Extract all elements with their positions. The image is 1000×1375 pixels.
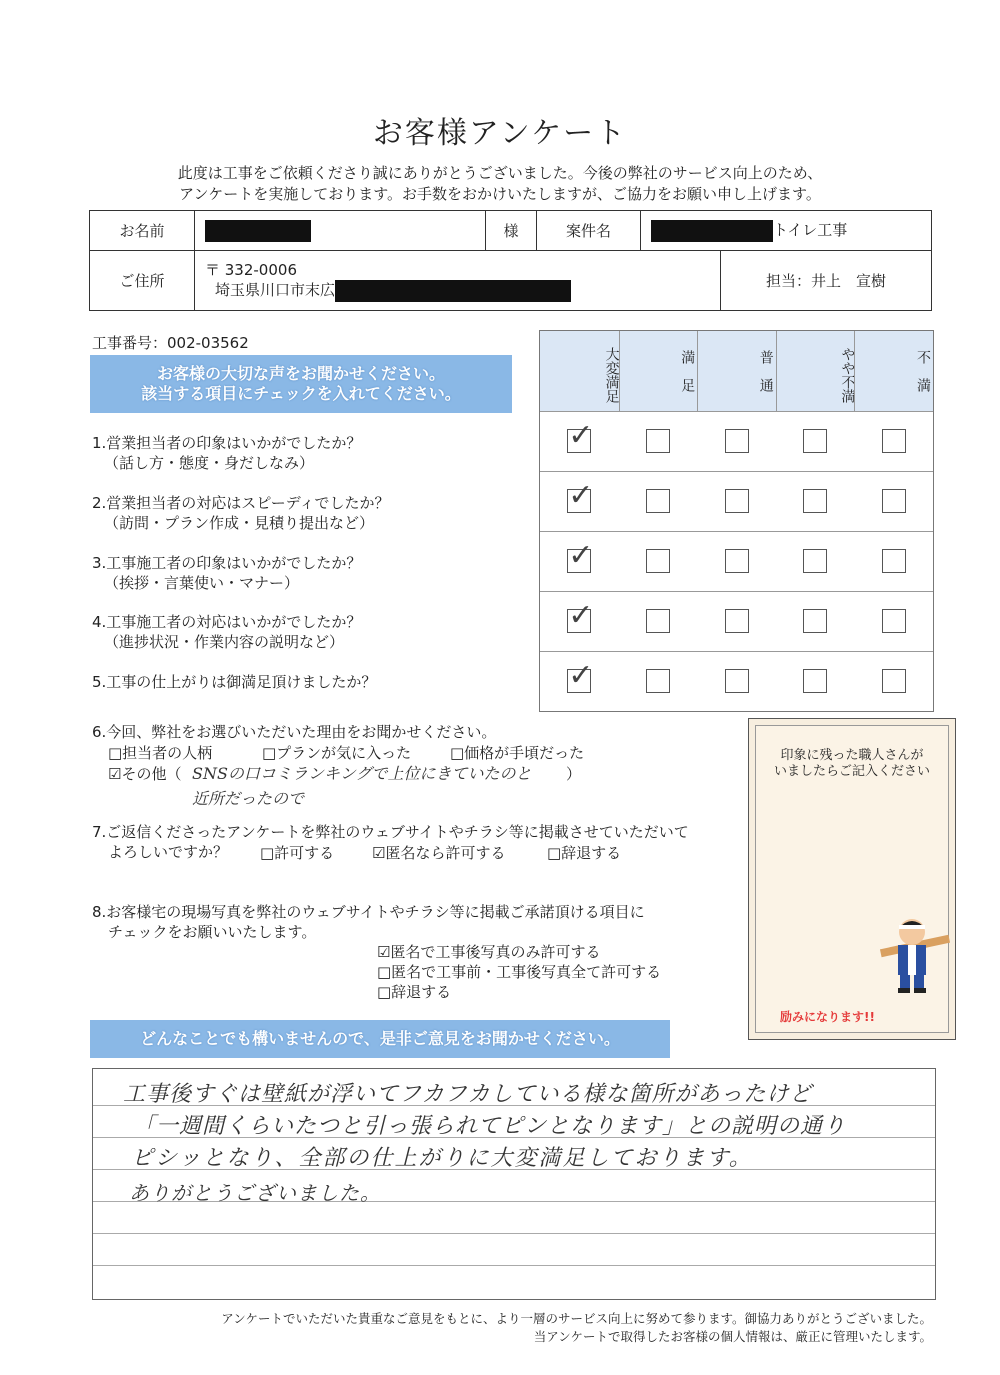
rating-checkbox-q5-c5[interactable] [882, 669, 906, 693]
q6-option-plan[interactable]: □プランが気に入った [262, 744, 412, 762]
comment-line-4: ありがとうございました。 [129, 1181, 381, 1205]
craftsman-box-line-2: いましたらご記入ください [773, 764, 930, 779]
question-6-text: 6.今回、弊社をお選びいただいた理由をお聞かせください。 [92, 723, 497, 741]
question-3-text: 3.工事施工者の印象はいかがでしたか？ [92, 554, 362, 572]
redacted-project [651, 220, 773, 242]
question-4-text: 4.工事施工者の対応はいかがでしたか？ [92, 613, 362, 631]
rating-checkbox-q2-c4[interactable] [803, 489, 827, 513]
question-8-text: 8.お客様宅の現場写真を弊社のウェブサイトやチラシ等に掲載ご承諾頂ける項目に [92, 903, 645, 921]
name-value [195, 211, 486, 251]
project-label: 案件名 [537, 211, 641, 251]
question-5 [92, 672, 376, 692]
question-7-text: 7.ご返信くださったアンケートを弊社のウェブサイトやチラシ等に掲載させていただいて [92, 823, 689, 841]
encourage-text: 励みになります!! [780, 1010, 875, 1024]
intro-line-1: 此度は工事をご依頼くださり誠にありがとうございました。今後の弊社のサービス向上のため、 [177, 164, 823, 182]
postal-code: 〒 332-0006 [205, 260, 297, 279]
opinion-banner: どんなことでも構いませんので、是非ご意見をお聞かせください。 [90, 1020, 670, 1058]
rating-checkbox-q3-c5[interactable] [882, 549, 906, 573]
check-mark-q4: ✓ [568, 598, 594, 633]
rating-checkbox-q2-c2[interactable] [646, 489, 670, 513]
header-neutral: 普通 [757, 350, 774, 406]
comment-line-3: ピシッとなり、全部の仕上がりに大変満足しております。 [131, 1146, 753, 1171]
q8-option-after-only[interactable]: ☑匿名で工事後写真のみ許可する [377, 943, 601, 961]
rating-checkbox-q5-c2[interactable] [646, 669, 670, 693]
q6-option-price[interactable]: □価格が手頃だった [450, 744, 585, 762]
check-mark-q2: ✓ [568, 478, 594, 513]
question-3 [92, 553, 361, 593]
address-label: ご住所 [90, 251, 195, 311]
rating-checkbox-q2-c5[interactable] [882, 489, 906, 513]
craftsman-box [748, 718, 956, 1040]
rating-checkbox-q3-c4[interactable] [803, 549, 827, 573]
craftsman-illustration [880, 912, 950, 994]
comment-box [92, 1068, 936, 1300]
rating-checkbox-q5-c4[interactable] [803, 669, 827, 693]
redacted-name [205, 220, 311, 242]
question-2-sub: （訪問・プラン作成・見積り提出など） [104, 514, 375, 532]
q6-other-handwriting-1: SNSの口コミランキングで上位にきていたのと [192, 764, 532, 783]
sama-label: 様 [486, 211, 537, 251]
rating-checkbox-q4-c3[interactable] [725, 609, 749, 633]
craftsman-box-inner [755, 725, 949, 1033]
q6-other-handwriting-2: 近所だったので [192, 789, 305, 808]
address-value [195, 251, 721, 311]
rating-checkbox-q3-c2[interactable] [646, 549, 670, 573]
q8-option-all[interactable]: □匿名で工事前・工事後写真全て許可する [377, 963, 662, 981]
question-4 [92, 612, 361, 652]
project-value [641, 211, 932, 251]
q6-option-other[interactable]: ☑その他（ [108, 765, 182, 783]
check-mark-q5: ✓ [568, 658, 594, 693]
footer-line-1: アンケートでいただいた貴重なご意見をもとに、より一層のサービス向上に努めて参ります。御協力ありがとうございました。 [221, 1311, 932, 1326]
rating-checkbox-q4-c4[interactable] [803, 609, 827, 633]
question-8-text-2: チェックをお願いいたします。 [108, 923, 317, 941]
rating-checkbox-q4-c5[interactable] [882, 609, 906, 633]
question-2-text: 2.営業担当者の対応はスピーディでしたか？ [92, 494, 390, 512]
question-2 [92, 493, 390, 533]
intro-line-2: アンケートを実施しております。お手数をおかけいたしますが、ご協力をお願い申し上げます。 [179, 185, 821, 203]
comment-line-1: 工事後すぐは壁紙が浮いてフカフカしている様な箇所があったけど [123, 1082, 813, 1107]
header-somewhat-dissatisfied: やや不満 [839, 347, 856, 403]
q8-option-decline[interactable]: □辞退する [377, 983, 452, 1001]
question-4-sub: （進捗状況・作業内容の説明など） [104, 633, 345, 651]
instruction-line-2: 該当する項目にチェックを入れてください。 [141, 384, 461, 403]
check-mark-q1: ✓ [568, 418, 594, 453]
craftsman-box-line-1: 印象に残った職人さんが [780, 748, 924, 763]
rating-checkbox-q4-c2[interactable] [646, 609, 670, 633]
page-title: お客様アンケート [372, 116, 628, 151]
staff-name: 担当：井上 宣樹 [721, 251, 932, 311]
instruction-banner [90, 355, 512, 413]
rating-checkbox-q3-c3[interactable] [725, 549, 749, 573]
rating-checkbox-q1-c4[interactable] [803, 429, 827, 453]
name-label: お名前 [90, 211, 195, 251]
footer-line-2: 当アンケートで取得したお客様の個人情報は、厳正に管理いたします。 [533, 1329, 932, 1344]
rating-checkbox-q1-c3[interactable] [725, 429, 749, 453]
header-satisfied: 満足 [679, 350, 696, 406]
customer-info-table [89, 210, 932, 311]
instruction-line-1: お客様の大切な声をお聞かせください。 [156, 364, 445, 383]
redacted-address [335, 280, 571, 302]
q6-other-close: ） [566, 765, 582, 783]
rating-checkbox-q1-c5[interactable] [882, 429, 906, 453]
rating-grid [539, 330, 934, 712]
rating-checkbox-q5-c3[interactable] [725, 669, 749, 693]
project-suffix: トイレ工事 [773, 221, 848, 240]
rating-checkbox-q1-c2[interactable] [646, 429, 670, 453]
check-mark-q3: ✓ [568, 538, 594, 573]
question-1-text: 1.営業担当者の印象はいかがでしたか？ [92, 434, 362, 452]
question-1-sub: （話し方・態度・身だしなみ） [104, 454, 315, 472]
comment-line-2: 「一週間くらいたつと引っ張られてピンとなります」との説明の通り [133, 1114, 847, 1139]
question-3-sub: （挨拶・言葉使い・マナー） [104, 574, 300, 592]
header-very-satisfied: 大変満足 [603, 347, 620, 403]
header-dissatisfied: 不満 [914, 350, 931, 406]
q6-option-personality[interactable]: □担当者の人柄 [108, 744, 213, 762]
question-1 [92, 433, 361, 473]
construction-number: 工事番号：002-03562 [92, 334, 249, 352]
q7-option-anonymous[interactable]: ☑匿名なら許可する [372, 844, 506, 862]
q7-option-decline[interactable]: □辞退する [547, 844, 622, 862]
rating-checkbox-q2-c3[interactable] [725, 489, 749, 513]
question-7-text-2: よろしいですか？ [108, 843, 229, 861]
address-text: 埼玉県川口市末広 [215, 281, 336, 299]
question-5-text: 5.工事の仕上がりは御満足頂けましたか？ [92, 673, 377, 691]
q7-option-allow[interactable]: □許可する [260, 844, 335, 862]
